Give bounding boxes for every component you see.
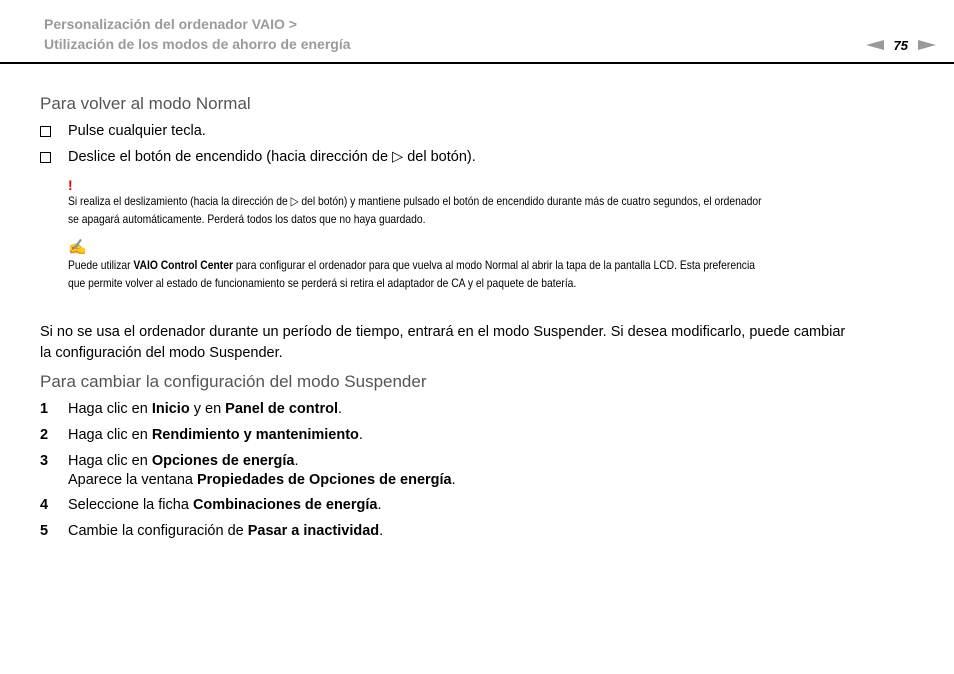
checkbox-bullet-icon [40,126,51,137]
section-title-normal-mode: Para volver al modo Normal [40,94,251,113]
body-paragraph: Si no se usa el ordenador durante un período de tiempo, entrará en el modo Suspender. Si desea modificarlo, puede cambiar la configuración del modo Suspender. [40,324,846,361]
warning-note: Si realiza el deslizamiento (hacia la dirección de ▷ del botón) y mantiene pulsado el botón de encendido durante más de cuatro segundos, el ordenador se apagará automáticamente. Perderá todos los datos que no haya guardado. [68,194,762,226]
previous-page-arrow-icon[interactable] [866,40,884,50]
info-note: Puede utilizar VAIO Control Center para configurar el ordenador para que vuelva al modo Normal al abrir la tapa de la pantalla LCD. Esta preferencia que permite volver al estado de funcionamiento se perderá si retira el adaptador de CA y el paquete de batería. [68,258,756,290]
next-page-arrow-icon[interactable] [918,40,936,50]
pencil-icon: ✍ [68,239,87,256]
page-header [0,0,954,64]
breadcrumb-chapter[interactable]: Personalización del ordenador VAIO > [44,16,297,32]
header-divider [0,62,954,64]
page-navigation [866,37,936,53]
checkbox-bullet-icon [40,152,51,163]
breadcrumb-section[interactable]: Utilización de los modos de ahorro de energía [44,36,351,52]
warning-icon: ! [68,177,73,193]
vaio-control-center-label: VAIO Control Center [133,258,233,272]
section-title-suspend-settings: Para cambiar la configuración del modo Suspender [40,372,427,391]
page-number: 75 [893,37,908,53]
